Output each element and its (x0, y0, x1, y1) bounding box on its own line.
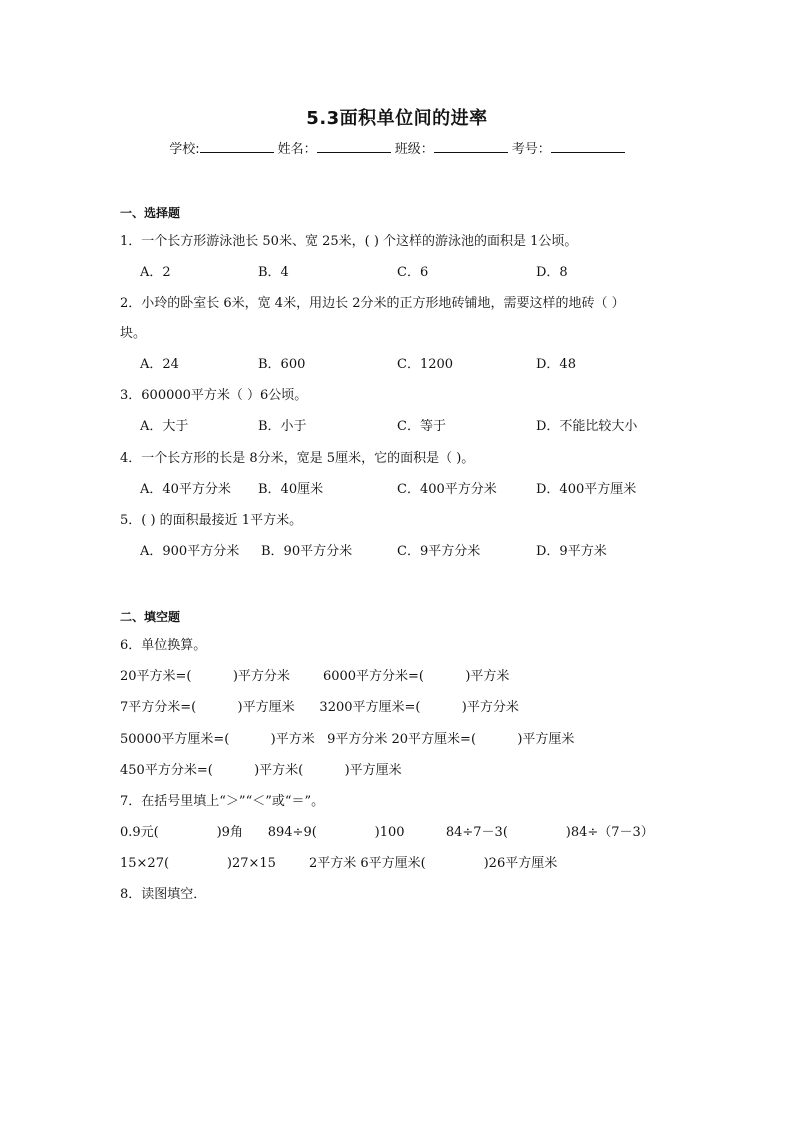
option-d[interactable]: D．不能比较大小 (536, 419, 638, 434)
section-heading-fill: 二、填空题 (120, 610, 181, 624)
option-c[interactable]: C．6 (397, 265, 429, 280)
option-d[interactable]: D．400平方厘米 (536, 482, 637, 497)
page-title: 5.3面积单位间的进率 (306, 108, 488, 129)
question-1-options (140, 261, 680, 279)
question-7-text: 7．在括号里填上“＞”“＜”或“＝”。 (120, 794, 325, 809)
option-a[interactable]: A．40平方分米 (140, 482, 231, 497)
school-field[interactable] (200, 139, 274, 153)
question-2-text-continued: 块。 (120, 326, 147, 341)
class-field[interactable] (434, 139, 508, 153)
section-heading-choice: 一、选择题 (120, 206, 181, 220)
option-a[interactable]: A．900平方分米 (140, 544, 240, 559)
option-b[interactable]: B．90平方分米 (261, 544, 353, 559)
exam-number-label: 考号： (511, 142, 551, 157)
question-5-options (140, 540, 680, 558)
question-1-text: 1．一个长方形游泳池长 50米、宽 25米，( ) 个这样的游泳池的面积是 1公顷。 (120, 234, 578, 249)
question-2-options (140, 353, 680, 371)
option-c[interactable]: C．1200 (397, 357, 454, 372)
class-label: 班级： (394, 142, 434, 157)
comparison-row: 15×27( )27×15 2平方米 6平方厘米( )26平方厘米 (120, 856, 558, 871)
option-c[interactable]: C．等于 (397, 419, 446, 434)
exam-number-field[interactable] (551, 139, 625, 153)
option-a[interactable]: A．大于 (140, 419, 189, 434)
option-b[interactable]: B．600 (258, 357, 306, 372)
question-5-text: 5．( ) 的面积最接近 1平方米。 (120, 513, 303, 528)
option-b[interactable]: B．4 (258, 265, 289, 280)
question-8-text: 8．读图填空． (120, 887, 207, 902)
comparison-row: 0.9元( )9角 894÷9( )100 84÷7－3( )84÷（7－3） (120, 825, 654, 840)
question-3-text: 3．600000平方米（ ）6公顷。 (120, 388, 308, 403)
student-info-row (0, 138, 794, 157)
option-d[interactable]: D．48 (536, 357, 576, 372)
option-c[interactable]: C．9平方分米 (397, 544, 481, 559)
name-field[interactable] (317, 139, 391, 153)
conversion-row: 50000平方厘米=( )平方米 9平方分米 20平方厘米=( )平方厘米 (120, 732, 575, 747)
conversion-row: 450平方分米=( )平方米( )平方厘米 (120, 763, 402, 778)
option-a[interactable]: A．24 (140, 357, 179, 372)
question-4-options (140, 478, 680, 496)
option-c[interactable]: C．400平方分米 (397, 482, 497, 497)
question-2-text: 2．小玲的卧室长 6米，宽 4米，用边长 2分米的正方形地砖铺地，需要这样的地砖（ ） (120, 296, 625, 311)
option-b[interactable]: B．40厘米 (258, 482, 324, 497)
question-6-text: 6．单位换算。 (120, 638, 207, 653)
school-label: 学校: (169, 142, 200, 157)
option-b[interactable]: B．小于 (258, 419, 307, 434)
option-a[interactable]: A．2 (140, 265, 171, 280)
name-label: 姓名： (277, 142, 317, 157)
conversion-row: 20平方米=( )平方分米 6000平方分米=( )平方米 (120, 669, 510, 684)
option-d[interactable]: D．8 (536, 265, 568, 280)
question-4-text: 4．一个长方形的长是 8分米，宽是 5厘米，它的面积是（ )。 (120, 451, 475, 466)
question-3-options (140, 415, 680, 433)
conversion-row: 7平方分米=( )平方厘米 3200平方厘米=( )平方分米 (120, 700, 519, 715)
option-d[interactable]: D．9平方米 (536, 544, 607, 559)
